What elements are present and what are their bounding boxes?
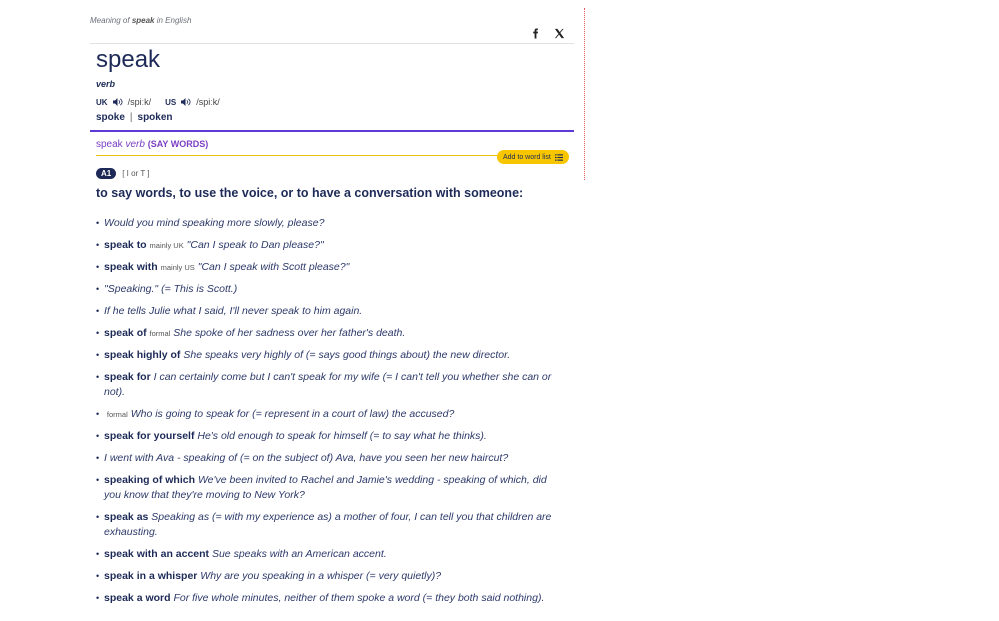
sense-level (96, 168, 150, 179)
example-sentence: "Can I speak to Dan please?" (186, 239, 324, 251)
header-divider (90, 43, 574, 44)
us-speaker-icon[interactable] (180, 97, 192, 107)
example-sentence: We've been invited to Rachel and Jamie's wedding - speaking of which, did you know that they're moving to New York? (104, 474, 547, 501)
lexical-unit: speak a word (104, 592, 171, 604)
lexical-unit: speak in a whisper (104, 570, 198, 582)
example-item (96, 282, 556, 297)
example-item (96, 429, 556, 444)
example-sentence: Why are you speaking in a whisper (= very quietly)? (200, 570, 442, 582)
example-item (96, 348, 556, 363)
example-sentence: Sue speaks with an American accent. (211, 548, 387, 560)
example-sentence: I can certainly come but I can't speak for my wife (= I can't tell you whether she can or not). (104, 371, 552, 398)
breadcrumb: Meaning of speak in English (90, 16, 192, 25)
sense-header: speak verb (SAY WORDS) (96, 139, 209, 150)
lexical-unit: speak for yourself (104, 430, 195, 442)
lexical-unit: speak to (104, 239, 147, 251)
usage-label: mainly US (160, 263, 195, 272)
lexical-unit: speak for (104, 371, 151, 383)
example-sentence: She speaks very highly of (= says good things about) the new director. (183, 349, 511, 361)
example-item (96, 510, 556, 540)
example-item (96, 238, 556, 253)
example-sentence: If he tells Julie what I said, I'll never speak to him again. (104, 305, 363, 317)
example-sentence: For five whole minutes, neither of them spoke a word (= they both said nothing). (173, 592, 545, 604)
add-to-word-list-button[interactable]: Add to word list (497, 150, 569, 164)
uk-speaker-icon[interactable] (112, 97, 124, 107)
grammar-code: [ I or T ] (122, 169, 150, 178)
us-label: US (165, 97, 177, 107)
form-past: spoke (96, 112, 125, 123)
usage-label: formal (149, 329, 171, 338)
headword: speak (96, 46, 161, 73)
lexical-unit: speak with an accent (104, 548, 210, 560)
facebook-icon[interactable] (528, 26, 542, 40)
lexical-unit: speak with (104, 261, 158, 273)
entry-divider (90, 130, 574, 132)
example-item (96, 407, 556, 422)
part-of-speech: verb (96, 79, 116, 89)
x-icon[interactable] (552, 26, 566, 40)
example-item (96, 370, 556, 400)
us-ipa: /spiːk/ (196, 97, 220, 107)
example-sentence: He's old enough to speak for himself (= to say what he thinks). (197, 430, 487, 442)
sense-divider (96, 155, 566, 156)
verb-forms (96, 112, 173, 123)
example-item (96, 326, 556, 341)
example-item (96, 260, 556, 275)
form-participle: spoken (137, 112, 173, 123)
example-item (96, 473, 556, 503)
usage-label: mainly UK (149, 241, 184, 250)
example-item (96, 591, 556, 606)
lexical-unit: speak as (104, 511, 149, 523)
example-item (96, 451, 556, 466)
example-sentence: Would you mind speaking more slowly, please? (104, 217, 325, 229)
lexical-unit: speaking of which (104, 474, 196, 486)
example-sentence: "Can I speak with Scott please?" (197, 261, 350, 273)
usage-label: formal (106, 410, 128, 419)
example-item (96, 547, 556, 562)
example-sentence: She spoke of her sadness over her father's death. (173, 327, 406, 339)
example-sentence: Who is going to speak for (= represent in a court of law) the accused? (130, 408, 455, 420)
lexical-unit: speak highly of (104, 349, 181, 361)
uk-ipa: /spiːk/ (127, 97, 152, 107)
form-separator: | (129, 112, 133, 123)
pronunciation (96, 97, 230, 107)
example-item (96, 569, 556, 584)
list-icon (555, 154, 563, 161)
example-item (96, 216, 556, 231)
uk-label: UK (96, 97, 108, 107)
example-item (96, 304, 556, 319)
example-sentence: "Speaking." (= This is Scott.) (104, 283, 238, 295)
cefr-badge: A1 (96, 168, 116, 179)
page-divider (584, 8, 585, 180)
example-sentence: I went with Ava - speaking of (= on the subject of) Ava, have you seen her new haircut? (104, 452, 509, 464)
lexical-unit: speak of (104, 327, 147, 339)
example-sentence: Speaking as (= with my experience as) a mother of four, I can tell you that children are exhausting. (104, 511, 552, 538)
definition: to say words, to use the voice, or to have a conversation with someone: (96, 186, 524, 200)
example-list (96, 216, 556, 613)
